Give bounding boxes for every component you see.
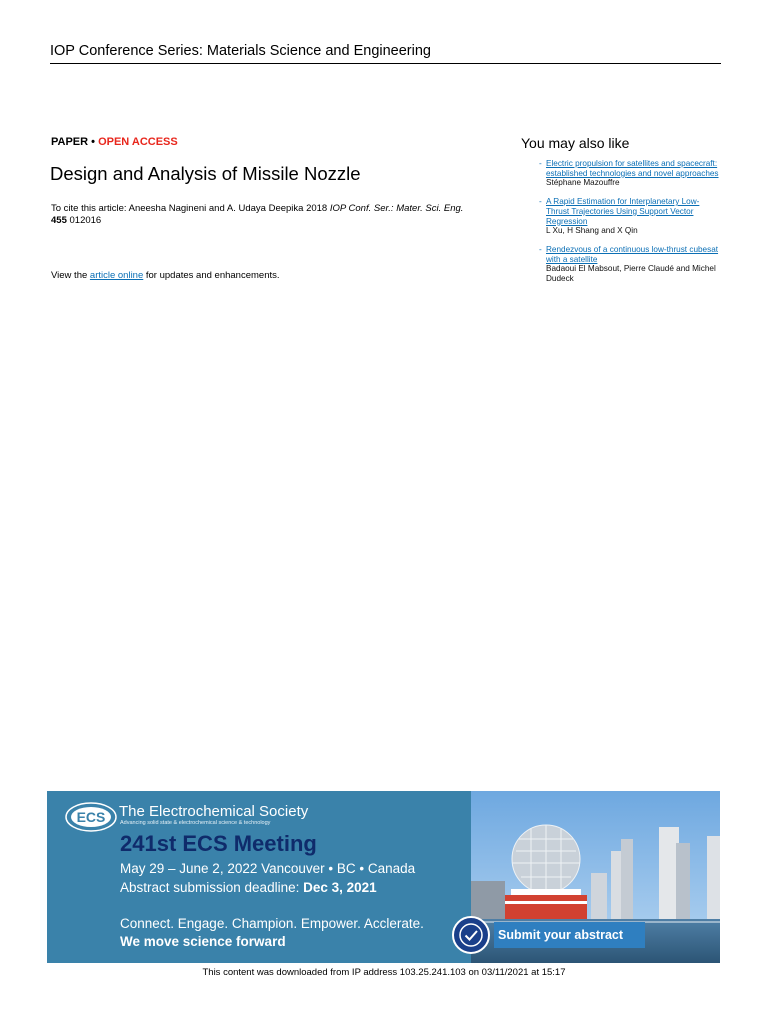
journal-title: IOP Conference Series: Materials Science and Engineering (50, 43, 431, 59)
submit-checkmark-badge[interactable] (452, 916, 490, 954)
related-item (521, 159, 721, 188)
related-item-authors: L Xu, H Shang and X Qin (546, 226, 638, 236)
journal-header (50, 43, 721, 64)
related-item (521, 197, 721, 236)
related-heading: You may also like (521, 135, 630, 151)
list-dash: - (539, 159, 542, 168)
related-articles (521, 135, 721, 293)
society-tagline: Advancing solid state & electrochemical science & technology (120, 820, 271, 826)
ad-motto: We move science forward (120, 934, 286, 949)
society-name: The Electrochemical Society (119, 803, 309, 820)
paper-type-label (51, 136, 178, 148)
ecs-logo-icon (65, 801, 117, 833)
checkmark-icon (454, 918, 488, 952)
related-item-link[interactable]: A Rapid Estimation for Interplanetary Low-Thrust Trajectories Using Support Vector Regression (546, 197, 700, 226)
related-item (521, 245, 721, 284)
citation-article-number: 012016 (66, 215, 102, 226)
deadline-date: Dec 3, 2021 (303, 880, 377, 895)
list-dash: - (539, 244, 542, 254)
related-item-link[interactable]: Rendezvous of a continuous low-thrust cubesat with a satellite (546, 244, 719, 264)
ad-text-panel (47, 791, 471, 963)
ad-slogan: Connect. Engage. Champion. Empower. Acclerate. (120, 916, 424, 931)
citation-volume: 455 (51, 215, 67, 226)
open-access-badge: OPEN ACCESS (98, 136, 178, 148)
download-footer-note: This content was downloaded from IP address 103.25.241.103 on 03/11/2021 at 15:17 (202, 967, 566, 978)
submit-abstract-button[interactable]: Submit your abstract (494, 922, 645, 948)
view-online-line (51, 270, 280, 281)
meeting-dates: May 29 – June 2, 2022 Vancouver • BC • Canada (120, 861, 416, 876)
meeting-title: 241st ECS Meeting (120, 831, 317, 856)
citation-prefix: To cite this article: Aneesha Nagineni and A. Udaya Deepika 2018 (51, 203, 330, 214)
article-online-link[interactable]: article online (89, 270, 144, 281)
view-after: for updates and enhancements. (143, 270, 280, 281)
citation-journal: IOP Conf. Ser.: Mater. Sci. Eng. (329, 203, 464, 214)
related-item-link[interactable]: Electric propulsion for satellites and spacecraft: established technologies and novel approaches (546, 159, 719, 178)
paper-type: PAPER (51, 136, 89, 148)
ecs-logo-text: ECS (76, 809, 106, 825)
related-item-authors: Badaoui El Mabsout, Pierre Claudé and Michel Dudeck (546, 264, 716, 284)
meeting-deadline (120, 880, 377, 895)
label-separator: • (88, 136, 99, 148)
list-dash: - (539, 197, 542, 207)
deadline-label: Abstract submission deadline: (120, 880, 304, 895)
view-before: View the (51, 270, 90, 281)
ecs-ad-banner[interactable] (47, 791, 720, 963)
citation (51, 203, 511, 227)
article-title: Design and Analysis of Missile Nozzle (50, 163, 361, 184)
related-item-authors: Stéphane Mazouffre (546, 178, 620, 188)
